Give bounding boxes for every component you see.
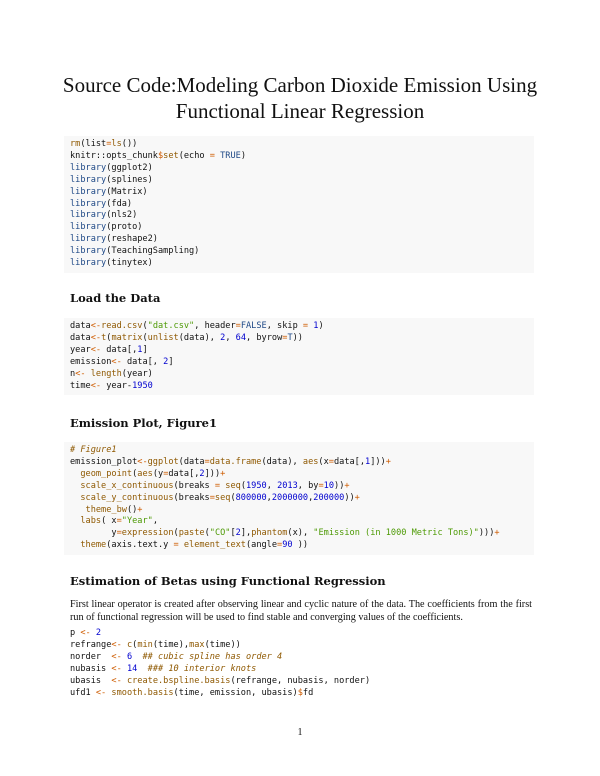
- betas-paragraph: First linear operator is created after observing linear and cyclic nature of the data. The coefficients from the first run of functional regression will be used to find stable and converging values of the coefficients.: [70, 599, 532, 623]
- code-load-text: data<-read.csv("dat.csv", header=FALSE, skip = 1) data<-t(matrix(unlist(data), 2, 64, byrow=T)) year<- data[,1] emission<- data[, 2] n<- length(year) time<- year-1950: [70, 321, 324, 391]
- code-setup-text: rm(list=ls()) knitr::opts_chunk$set(echo = TRUE) library(ggplot2) library(splines) library(Matrix) library(fda) library(nls2) library(proto) library(reshape2) library(TeachingSampling) library(tinytex): [70, 139, 246, 269]
- code-block-betas: [64, 625, 534, 702]
- code-block-setup: [64, 136, 534, 273]
- section-heading-betas: Estimation of Betas using Functional Regression: [70, 574, 386, 588]
- title-line-2: Functional Linear Regression: [175, 99, 425, 123]
- code-block-plot: [64, 442, 534, 555]
- code-plot-text: # Figure1 emission_plot<-ggplot(data=data.frame(data), aes(x=data[,1]))+ geom_point(aes(y=data[,2]))+ scale_x_continuous(breaks = seq(1950, 2013, by=10))+ scale_y_continuous(breaks=seq(800000,2000000,200000))+ theme_bw()+ labs( x="Year", y=expression(paste("CO"[2],phantom(x), "Emission (in 1000 Metric Tons)")))+ theme(axis.text.y = element_text(angle=90 )): [70, 445, 500, 551]
- page-title: [40, 72, 560, 124]
- section-heading-plot: Emission Plot, Figure1: [70, 416, 217, 430]
- page-number: 1: [297, 727, 303, 738]
- code-block-load: [64, 318, 534, 395]
- title-line-1: Source Code:Modeling Carbon Dioxide Emission Using: [62, 73, 538, 97]
- section-heading-load: Load the Data: [70, 291, 161, 305]
- code-betas-text: p <- 2 refrange<- c(min(time),max(time)) norder <- 6 ## cubic spline has order 4 nubasis <- 14 ### 10 interior knots ubasis <- create.bspline.basis(refrange, nubasis, norder) ufd1 <- smooth.basis(time, emission, ubasis)$fd: [70, 628, 371, 698]
